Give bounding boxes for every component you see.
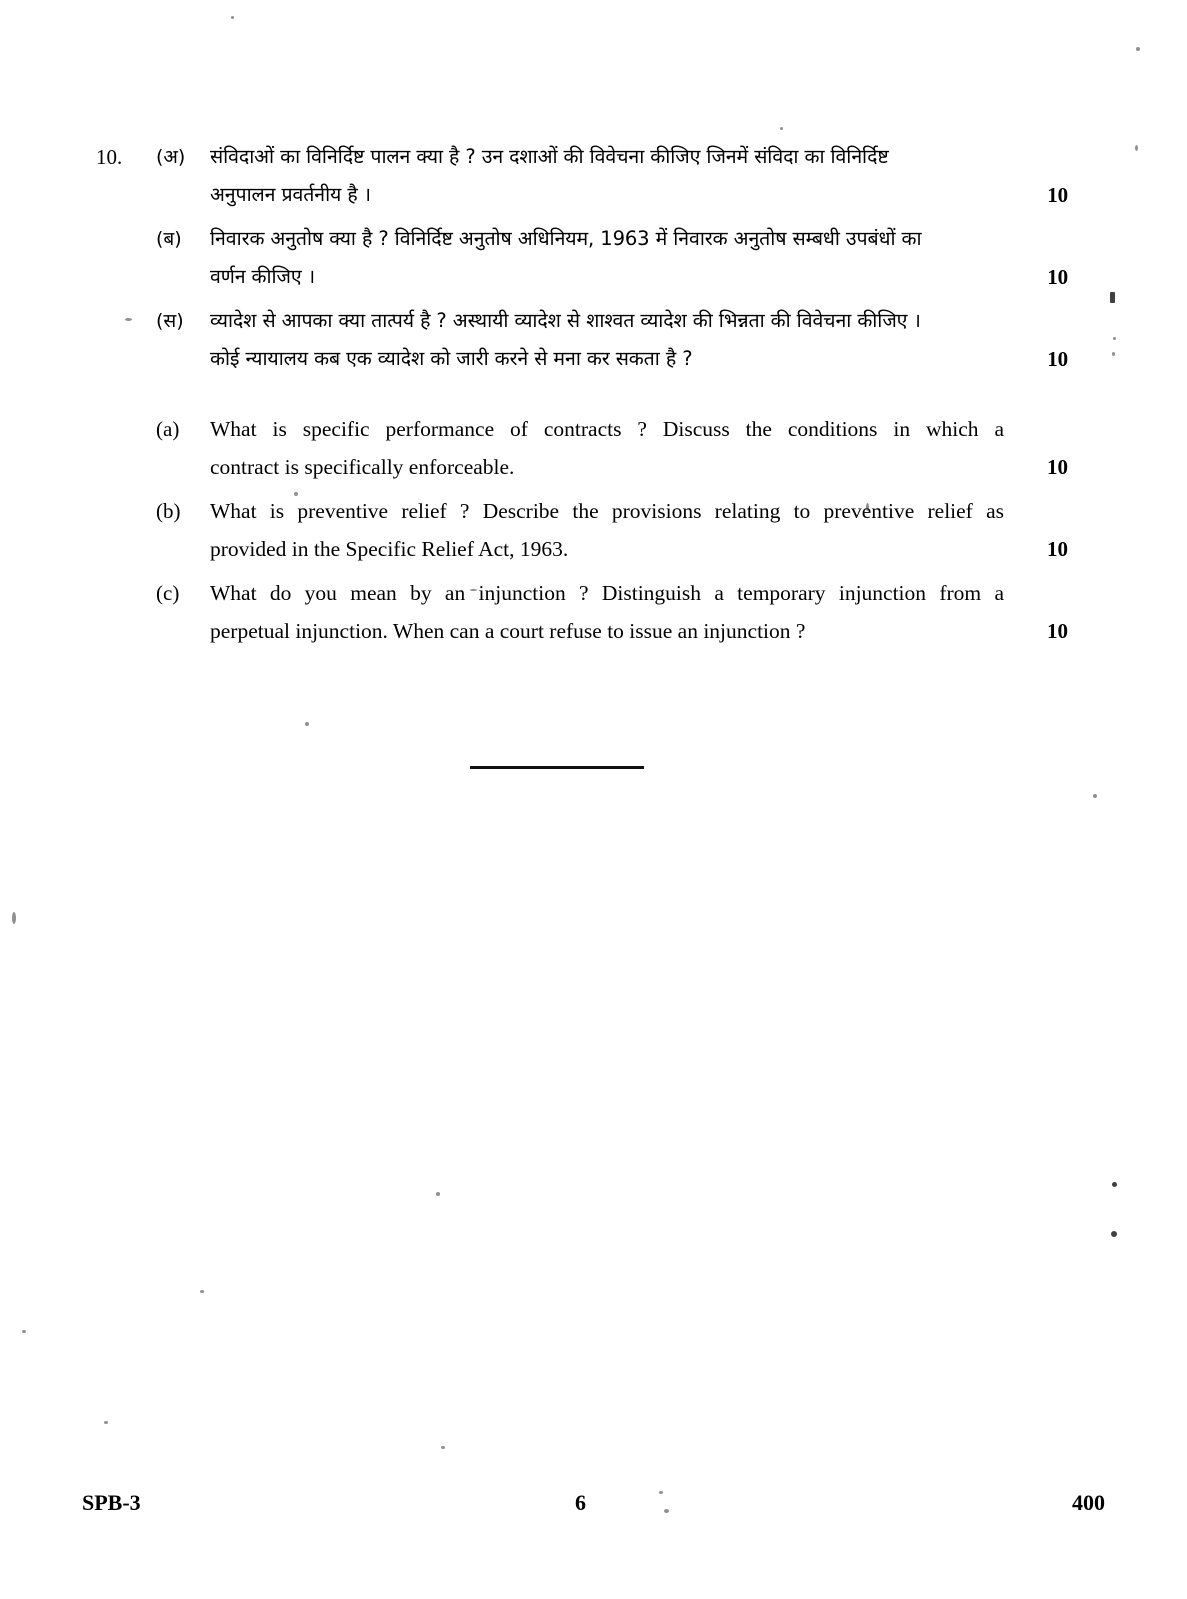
marks-value: 10: [1047, 537, 1068, 561]
scan-artifact: [1112, 1182, 1117, 1187]
sub-question-label: (c): [156, 581, 180, 605]
sub-question-hindi-c: [96, 302, 1076, 378]
question-text-line: provided in the Specific Relief Act, 1963. 10: [210, 530, 1004, 568]
scan-artifact: [780, 127, 783, 130]
marks-value: 10: [1047, 455, 1068, 479]
paper-code: SPB-3: [82, 1490, 141, 1515]
marks-value: 10: [1047, 347, 1068, 371]
sub-question-hindi-a: [96, 138, 1076, 214]
question-text-line: contract is specifically enforceable. 10: [210, 448, 1004, 486]
page-footer: [0, 1488, 1187, 1522]
question-text-line: कोई न्यायालय कब एक व्यादेश को जारी करने से मना कर सकता है ? 10: [210, 340, 1004, 378]
sub-question-body: [210, 302, 1076, 378]
sub-question-hindi-b: [96, 220, 1076, 296]
marks-value: 10: [1047, 183, 1068, 207]
question-text-line: perpetual injunction. When can a court refuse to issue an injunction ? 10: [210, 612, 1004, 650]
question-text-line: अनुपालन प्रवर्तनीय है । 10: [210, 176, 1004, 214]
marks-value: 10: [1047, 619, 1068, 643]
scan-artifact: [1093, 794, 1097, 798]
sub-question-body: [210, 410, 1076, 486]
question-text-line: What do you mean by an injunction ? Distinguish a temporary injunction from a: [210, 581, 1004, 605]
question-text-line: संविदाओं का विनिर्दिष्ट पालन क्या है ? उन दशाओं की विवेचना कीजिए जिनमें संविदा का विनिर्दिष्ट: [210, 145, 889, 168]
scan-artifact: [1112, 352, 1115, 356]
page-number: 6: [575, 1490, 586, 1515]
sub-question-english-b: [96, 492, 1076, 568]
sub-question-label: (ब): [156, 228, 182, 250]
scan-artifact: [305, 722, 309, 726]
sub-question-body: [210, 492, 1076, 568]
scan-artifact: [12, 912, 16, 924]
end-of-paper-rule: [470, 766, 644, 769]
question-text-line: वर्णन कीजिए । 10: [210, 258, 1004, 296]
question-text-line: निवारक अनुतोष क्या है ? विनिर्दिष्ट अनुतोष अधिनियम, 1963 में निवारक अनुतोष सम्बधी उपबंधों का: [210, 227, 922, 250]
scan-artifact: [231, 16, 234, 19]
scan-artifact: [200, 1290, 204, 1293]
scan-artifact: [1111, 1231, 1117, 1237]
scan-artifact: [1110, 292, 1115, 303]
question-number: 10.: [96, 145, 123, 169]
marks-value: 10: [1047, 265, 1068, 289]
sub-question-english-a: [96, 410, 1076, 486]
scan-artifact: [22, 1330, 26, 1333]
scan-artifact: [1113, 337, 1116, 340]
sub-question-english-c: [96, 574, 1076, 650]
sub-question-body: [210, 138, 1076, 214]
scan-artifact: [441, 1446, 445, 1449]
question-text-line: What is specific performance of contracts ? Discuss the conditions in which a: [210, 417, 1004, 441]
sub-question-label: (स): [156, 310, 184, 332]
sub-question-label: (b): [156, 499, 181, 523]
sub-question-body: [210, 220, 1076, 296]
question-block: [96, 138, 1076, 656]
language-section-gap: [96, 384, 1076, 410]
sub-question-label: (अ): [156, 146, 186, 168]
scan-artifact: [1135, 145, 1138, 151]
scan-artifact: [1136, 47, 1140, 51]
question-text-line: What is preventive relief ? Describe the provisions relating to preventive relief as: [210, 499, 1004, 523]
sub-question-body: [210, 574, 1076, 650]
sub-question-label: (a): [156, 417, 180, 441]
print-count: 400: [1072, 1490, 1105, 1515]
question-text-line: व्यादेश से आपका क्या तात्पर्य है ? अस्थायी व्यादेश से शाश्वत व्यादेश की भिन्नता की विवेचना कीजिए ।: [210, 309, 921, 332]
scan-artifact: [104, 1421, 108, 1424]
scan-artifact: [436, 1192, 440, 1196]
